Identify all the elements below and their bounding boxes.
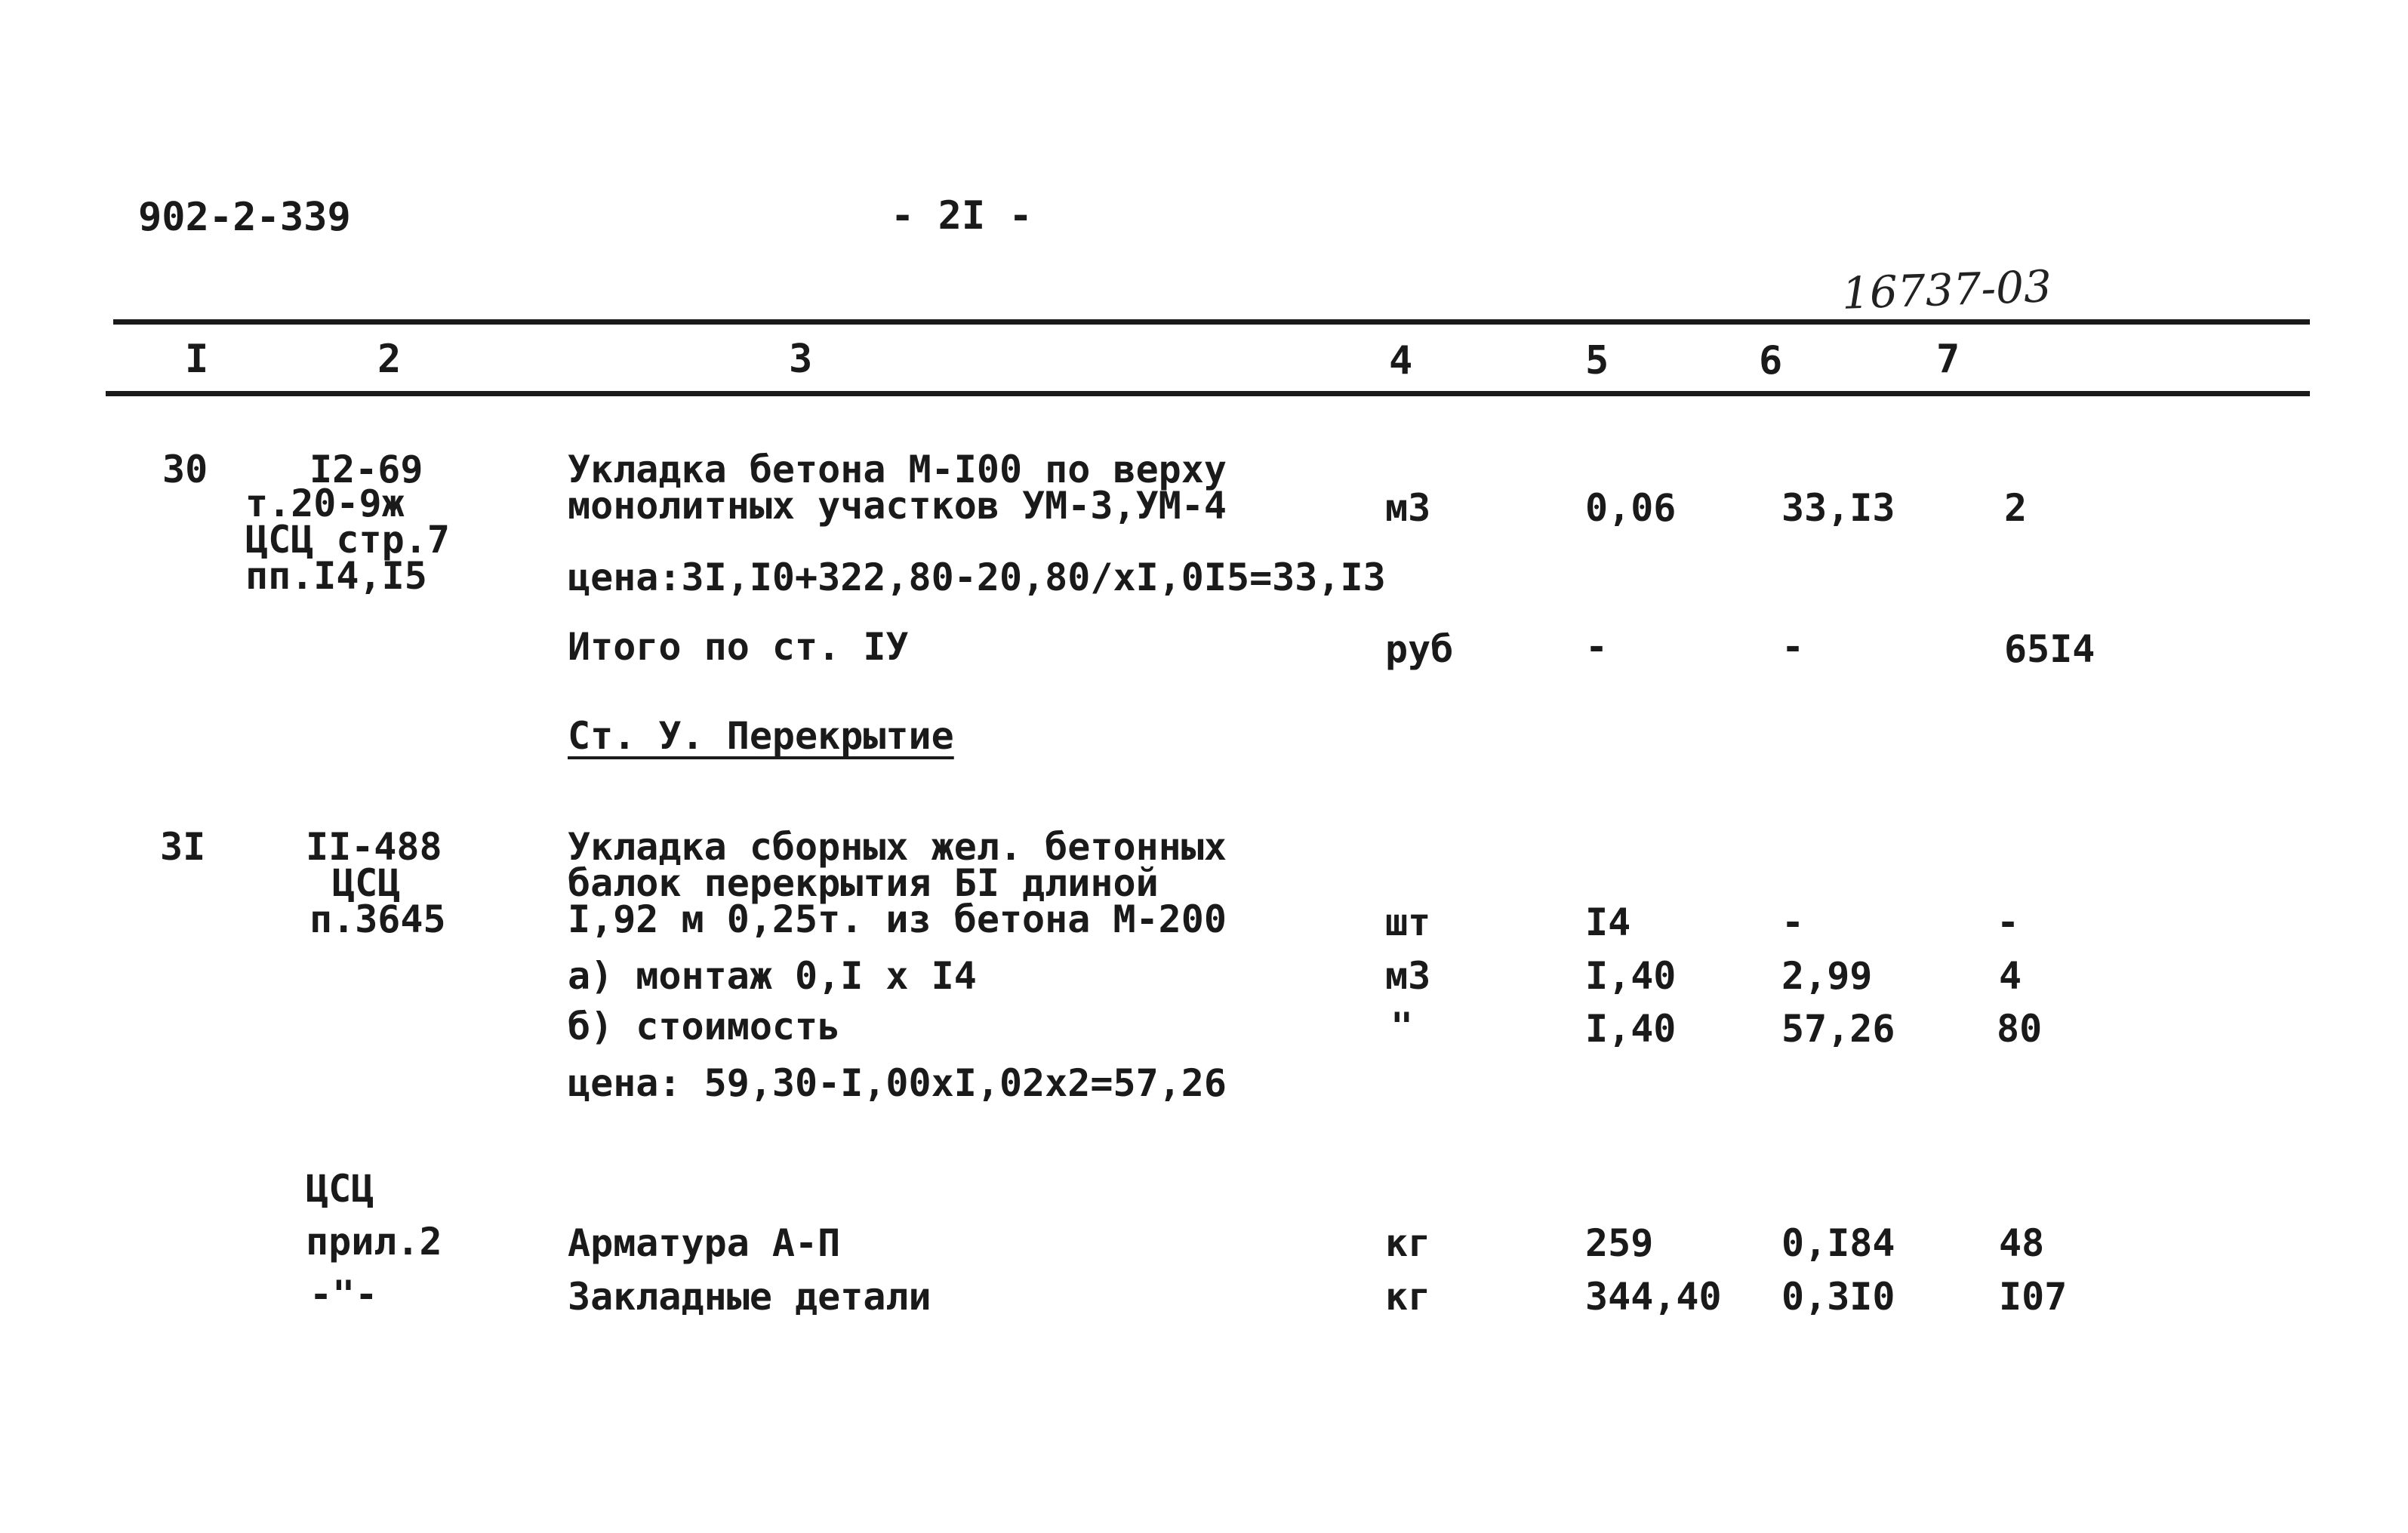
table-top-rule	[113, 319, 2310, 325]
sub-item-total: 80	[1997, 1007, 2043, 1051]
row-price: 33,I3	[1781, 486, 1895, 530]
sub-item-quantity: I,40	[1585, 954, 1677, 998]
rebar-unit: кг	[1385, 1221, 1431, 1265]
col-header-6: 6	[1759, 338, 1783, 383]
sub-item-label: а) монтаж 0,I х I4	[568, 954, 977, 998]
table-header-rule	[106, 391, 2310, 396]
rebar-total: 48	[1999, 1221, 2045, 1265]
row-description-line: Укладка бетона М-I00 по верху	[568, 448, 1227, 491]
col-header-2: 2	[377, 337, 402, 382]
section-title: Ст. У. Перекрытие	[568, 714, 954, 758]
row-unit: шт	[1385, 900, 1431, 944]
sub-item-label: б) стоимость	[568, 1005, 841, 1048]
document-code: 902-2-339	[138, 195, 351, 240]
embedded-unit: кг	[1385, 1275, 1431, 1319]
row-ref-line: I2-69	[309, 448, 423, 491]
row-ref-line: п.3645	[309, 897, 446, 941]
col-header-1: I	[185, 337, 209, 382]
row-ref-line: ЦСЦ	[332, 861, 401, 905]
row-price: -	[1781, 900, 1805, 944]
inventory-number: 16737-03	[1840, 260, 2053, 319]
rebar-price: 0,I84	[1781, 1221, 1895, 1265]
row-ref-line: II-488	[306, 825, 442, 869]
row-ref-line: пп.I4,I5	[245, 554, 427, 598]
row-description-line: I,92 м 0,25т. из бетона М-200	[568, 897, 1227, 941]
embedded-total: I07	[1999, 1275, 2068, 1319]
row-description-line: балок перекрытия БI длиной	[568, 861, 1159, 905]
col-header-4: 4	[1389, 338, 1413, 383]
row-number: 3I	[160, 825, 206, 869]
page-number: - 2I -	[891, 193, 1033, 239]
row-total: -	[1997, 900, 2020, 944]
extra-ref-line: -"-	[309, 1273, 378, 1316]
sub-item-quantity: I,40	[1585, 1007, 1677, 1051]
row-description-line: монолитных участков УМ-3,УМ-4	[568, 484, 1227, 528]
sub-item-price: 57,26	[1781, 1007, 1895, 1051]
subtotal-unit: руб	[1385, 627, 1454, 671]
price-calculation-note: цена: 59,30-I,00хI,02х2=57,26	[568, 1061, 1227, 1105]
extra-ref-line: ЦСЦ	[306, 1167, 374, 1211]
row-quantity: 0,06	[1585, 486, 1677, 530]
subtotal-label: Итого по ст. IУ	[568, 625, 909, 669]
sub-item-price: 2,99	[1781, 954, 1873, 998]
extra-ref-line: прил.2	[306, 1220, 442, 1264]
col-header-7: 7	[1936, 337, 1960, 382]
subtotal-price: -	[1781, 625, 1805, 669]
subtotal-quantity: -	[1585, 625, 1609, 669]
subtotal-total: 65I4	[2004, 627, 2095, 671]
row-quantity: I4	[1585, 900, 1631, 944]
col-header-3: 3	[789, 337, 813, 382]
embedded-price: 0,3I0	[1781, 1275, 1895, 1319]
col-header-5: 5	[1585, 338, 1609, 383]
row-unit: м3	[1385, 486, 1431, 530]
row-description-line: Укладка сборных жел. бетонных	[568, 825, 1227, 869]
rebar-label: Арматура А-П	[568, 1221, 841, 1265]
rebar-quantity: 259	[1585, 1221, 1654, 1265]
sub-item-unit: м3	[1385, 954, 1431, 998]
embedded-label: Закладные детали	[568, 1275, 931, 1319]
row-total: 2	[2004, 486, 2028, 530]
price-calculation-note: цена:3I,I0+322,80-20,80/хI,0I5=33,I3	[568, 556, 1386, 599]
sub-item-unit: "	[1390, 1005, 1414, 1048]
row-ref-line: ЦСЦ стр.7	[245, 518, 450, 562]
row-number: 30	[162, 448, 208, 491]
sub-item-total: 4	[1999, 954, 2022, 998]
row-ref-line: т.20-9ж	[245, 482, 405, 525]
embedded-quantity: 344,40	[1585, 1275, 1722, 1319]
